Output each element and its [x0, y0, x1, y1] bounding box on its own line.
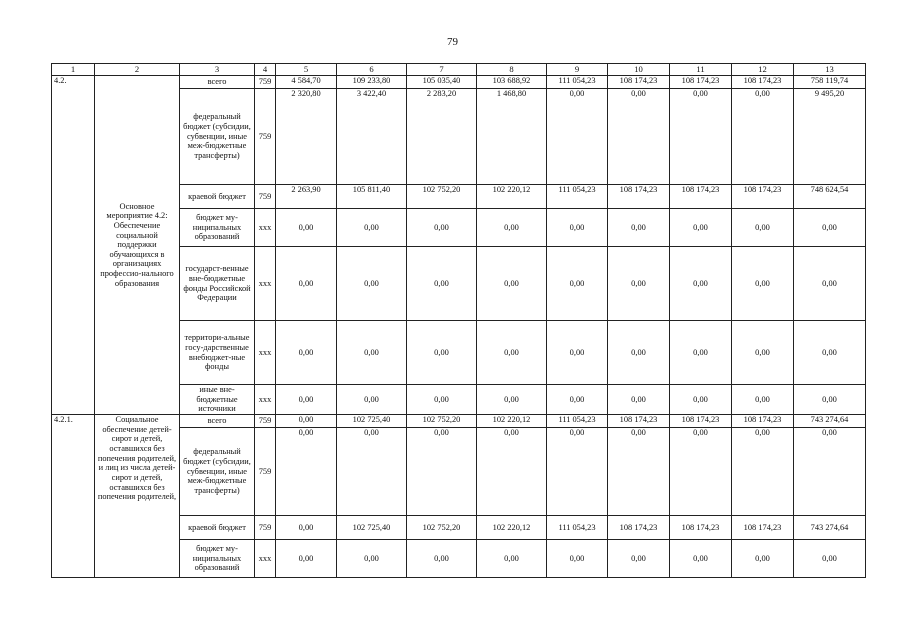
value-cell: 0,00 [608, 427, 670, 515]
value-cell: 0,00 [670, 539, 732, 577]
value-cell: 2 283,20 [407, 89, 477, 185]
value-cell: 743 274,64 [794, 414, 866, 427]
value-cell: 0,00 [608, 321, 670, 385]
value-cell: 0,00 [608, 247, 670, 321]
header-cell: 8 [477, 64, 547, 76]
value-cell: 758 119,74 [794, 76, 866, 89]
budget-code: ххх [255, 321, 276, 385]
value-cell: 0,00 [794, 247, 866, 321]
value-cell: 0,00 [477, 247, 547, 321]
funding-source: бюджет му-ниципальных образований [180, 539, 255, 577]
value-cell: 0,00 [276, 427, 337, 515]
table-row [52, 76, 866, 89]
budget-table [51, 63, 866, 578]
value-cell: 0,00 [608, 209, 670, 247]
value-cell: 0,00 [276, 414, 337, 427]
value-cell: 0,00 [407, 321, 477, 385]
header-cell: 12 [732, 64, 794, 76]
value-cell: 0,00 [337, 209, 407, 247]
value-cell: 0,00 [608, 385, 670, 415]
funding-source: территори-альные госу-дарственные внебюджет-ные фонды [180, 321, 255, 385]
header-row [52, 64, 866, 76]
header-cell: 5 [276, 64, 337, 76]
funding-source: государст-венные вне-бюджетные фонды Российской Федерации [180, 247, 255, 321]
value-cell: 0,00 [547, 89, 608, 185]
funding-source: всего [180, 76, 255, 89]
value-cell: 108 174,23 [670, 185, 732, 209]
header-cell: 13 [794, 64, 866, 76]
value-cell: 0,00 [794, 539, 866, 577]
value-cell: 0,00 [547, 247, 608, 321]
value-cell: 0,00 [547, 427, 608, 515]
budget-code: 759 [255, 515, 276, 539]
value-cell: 108 174,23 [608, 185, 670, 209]
value-cell: 0,00 [732, 539, 794, 577]
value-cell: 105 811,40 [337, 185, 407, 209]
value-cell: 0,00 [477, 209, 547, 247]
value-cell: 0,00 [732, 427, 794, 515]
value-cell: 103 688,92 [477, 76, 547, 89]
page-number: 79 [447, 36, 458, 48]
value-cell: 0,00 [407, 539, 477, 577]
value-cell: 0,00 [477, 385, 547, 415]
value-cell: 0,00 [477, 427, 547, 515]
value-cell: 0,00 [547, 385, 608, 415]
value-cell: 0,00 [547, 321, 608, 385]
value-cell: 102 220,12 [477, 414, 547, 427]
funding-source: краевой бюджет [180, 515, 255, 539]
value-cell: 0,00 [732, 209, 794, 247]
value-cell: 111 054,23 [547, 76, 608, 89]
value-cell: 0,00 [732, 385, 794, 415]
value-cell: 0,00 [732, 89, 794, 185]
value-cell: 108 174,23 [670, 515, 732, 539]
value-cell: 0,00 [407, 427, 477, 515]
value-cell: 0,00 [547, 539, 608, 577]
header-cell: 6 [337, 64, 407, 76]
value-cell: 9 495,20 [794, 89, 866, 185]
value-cell: 111 054,23 [547, 185, 608, 209]
value-cell: 0,00 [407, 247, 477, 321]
value-cell: 0,00 [794, 209, 866, 247]
value-cell: 0,00 [608, 89, 670, 185]
value-cell: 0,00 [337, 247, 407, 321]
value-cell: 108 174,23 [608, 76, 670, 89]
value-cell: 0,00 [337, 321, 407, 385]
header-cell: 2 [95, 64, 180, 76]
value-cell: 0,00 [276, 515, 337, 539]
funding-source: всего [180, 414, 255, 427]
value-cell: 3 422,40 [337, 89, 407, 185]
value-cell: 0,00 [670, 209, 732, 247]
value-cell: 108 174,23 [670, 414, 732, 427]
value-cell: 108 174,23 [608, 414, 670, 427]
item-name: Основное мероприятие 4.2: Обеспечение социальной поддержки обучающихся в организациях профессио-нального образования [95, 76, 180, 415]
value-cell: 102 752,20 [407, 414, 477, 427]
value-cell: 108 174,23 [732, 414, 794, 427]
value-cell: 0,00 [547, 209, 608, 247]
value-cell: 108 174,23 [732, 185, 794, 209]
funding-source: иные вне-бюджетные источники [180, 385, 255, 415]
budget-code: ххх [255, 539, 276, 577]
value-cell: 0,00 [337, 385, 407, 415]
value-cell: 0,00 [794, 427, 866, 515]
item-number: 4.2. [52, 76, 95, 415]
header-cell: 1 [52, 64, 95, 76]
value-cell: 105 035,40 [407, 76, 477, 89]
value-cell: 0,00 [276, 209, 337, 247]
header-cell: 4 [255, 64, 276, 76]
item-number: 4.2.1. [52, 414, 95, 577]
header-cell: 3 [180, 64, 255, 76]
budget-code: 759 [255, 414, 276, 427]
budget-code: 759 [255, 89, 276, 185]
table-row [52, 414, 866, 427]
value-cell: 0,00 [670, 247, 732, 321]
value-cell: 102 725,40 [337, 515, 407, 539]
value-cell: 108 174,23 [670, 76, 732, 89]
funding-source: федеральный бюджет (субсидии, субвенции, иные меж-бюджетные трансферты) [180, 89, 255, 185]
value-cell: 743 274,64 [794, 515, 866, 539]
budget-code: ххх [255, 209, 276, 247]
value-cell: 0,00 [732, 247, 794, 321]
value-cell: 0,00 [670, 385, 732, 415]
value-cell: 2 263,90 [276, 185, 337, 209]
value-cell: 102 752,20 [407, 185, 477, 209]
value-cell: 0,00 [794, 321, 866, 385]
funding-source: бюджет му-ниципальных образований [180, 209, 255, 247]
budget-code: 759 [255, 185, 276, 209]
funding-source: федеральный бюджет (субсидии, субвенции, иные меж-бюджетные трансферты) [180, 427, 255, 515]
budget-code: ххх [255, 247, 276, 321]
value-cell: 0,00 [477, 321, 547, 385]
value-cell: 0,00 [337, 539, 407, 577]
value-cell: 0,00 [670, 427, 732, 515]
header-cell: 10 [608, 64, 670, 76]
budget-code: 759 [255, 76, 276, 89]
value-cell: 111 054,23 [547, 515, 608, 539]
value-cell: 0,00 [276, 539, 337, 577]
value-cell: 2 320,80 [276, 89, 337, 185]
value-cell: 0,00 [407, 209, 477, 247]
value-cell: 108 174,23 [608, 515, 670, 539]
header-cell: 11 [670, 64, 732, 76]
budget-code: 759 [255, 427, 276, 515]
value-cell: 0,00 [608, 539, 670, 577]
value-cell: 748 624,54 [794, 185, 866, 209]
value-cell: 0,00 [794, 385, 866, 415]
value-cell: 108 174,23 [732, 76, 794, 89]
value-cell: 0,00 [670, 89, 732, 185]
value-cell: 0,00 [477, 539, 547, 577]
value-cell: 0,00 [337, 427, 407, 515]
value-cell: 4 584,70 [276, 76, 337, 89]
value-cell: 0,00 [407, 385, 477, 415]
item-name: Социальное обеспечение детей-сирот и детей, оставшихся без попечения родителей, и лиц из числа детей-сирот и детей, оставшихся без попечения родителей, [95, 414, 180, 577]
value-cell: 1 468,80 [477, 89, 547, 185]
value-cell: 0,00 [670, 321, 732, 385]
value-cell: 109 233,80 [337, 76, 407, 89]
value-cell: 0,00 [276, 321, 337, 385]
value-cell: 102 752,20 [407, 515, 477, 539]
value-cell: 0,00 [276, 385, 337, 415]
value-cell: 102 220,12 [477, 185, 547, 209]
value-cell: 0,00 [732, 321, 794, 385]
header-cell: 7 [407, 64, 477, 76]
value-cell: 108 174,23 [732, 515, 794, 539]
budget-code: ххх [255, 385, 276, 415]
funding-source: краевой бюджет [180, 185, 255, 209]
value-cell: 102 725,40 [337, 414, 407, 427]
value-cell: 102 220,12 [477, 515, 547, 539]
header-cell: 9 [547, 64, 608, 76]
value-cell: 111 054,23 [547, 414, 608, 427]
value-cell: 0,00 [276, 247, 337, 321]
